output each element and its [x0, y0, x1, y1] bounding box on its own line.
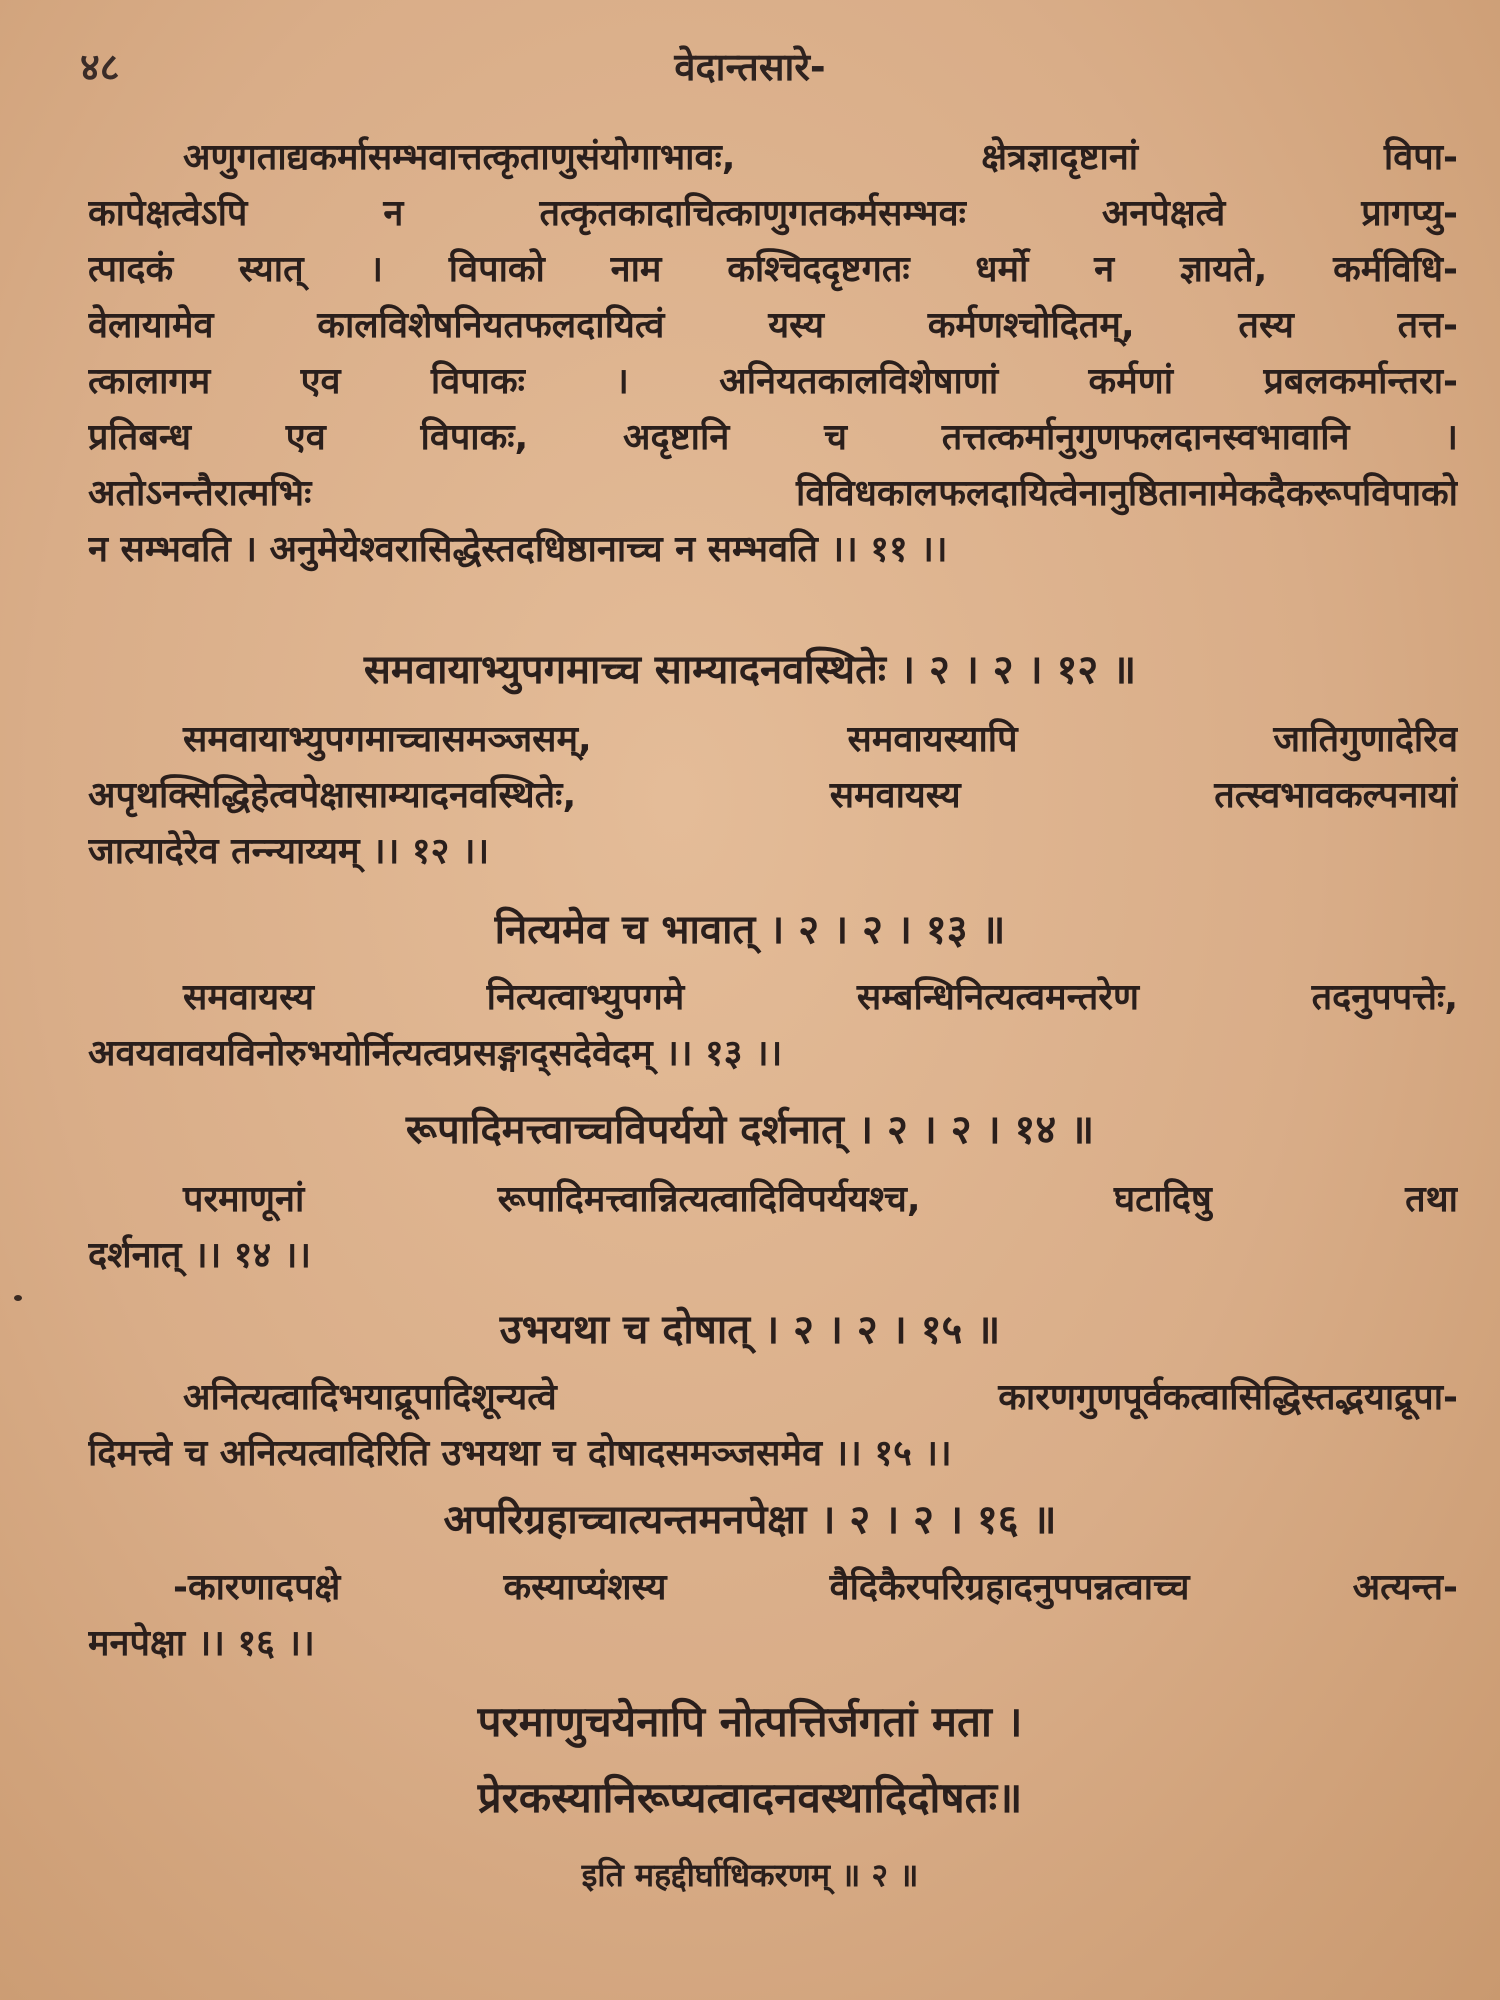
- text-line: प्रतिबन्ध एव विपाकः, अदृष्टानि च तत्तत्कर्मानुगुणफलदानस्वभावानि ।: [88, 417, 1458, 458]
- text-line: दर्शनात् ।। १४ ।।: [88, 1235, 312, 1276]
- text-line: अवयवावयविनोरुभयोर्नित्यत्वप्रसङ्गाद्सदेवेदम् ।। १३ ।।: [88, 1033, 783, 1074]
- text-line: मनपेक्षा ।। १६ ।।: [88, 1623, 315, 1664]
- running-title: वेदान्तसारे-: [674, 45, 826, 89]
- sutra-16: अपरिग्रहाच्चात्यन्तमनपेक्षा । २ । २ । १६ ॥: [443, 1497, 1057, 1543]
- sutra-12: समवायाभ्युपगमाच्च साम्यादनवस्थितेः । २ । २ । १२ ॥: [363, 647, 1137, 693]
- page-header: [0, 40, 1500, 100]
- text-line: जात्यादेरेव तन्न्याय्यम् ।। १२ ।।: [88, 831, 490, 872]
- text-line: परमाणूनां रूपादिमत्त्वान्नित्यत्वादिविपर्ययश्च, घटादिषु तथा: [183, 1179, 1458, 1220]
- text-line: वेलायामेव कालविशेषनियतफलदायित्वं यस्य कर्मणश्चोदितम्, तस्य तत्त-: [88, 305, 1458, 346]
- text-line: -कारणादपक्षे कस्याप्यंशस्य वैदिकैरपरिग्रहादनुपपन्नत्वाच्च अत्यन्त-: [173, 1567, 1458, 1608]
- ink-speck: [14, 1295, 22, 1301]
- text-line: दिमत्त्वे च अनित्यत्वादिरिति उभयथा च दोषादसमञ्जसमेव ।। १५ ।।: [88, 1433, 952, 1474]
- text-line: न सम्भवति । अनुमेयेश्वरासिद्धेस्तदधिष्ठानाच्च न सम्भवति ।। ११ ।।: [88, 529, 948, 570]
- text-line: त्पादकं स्यात् । विपाको नाम कश्चिददृष्टगतः धर्मो न ज्ञायते, कर्मविधि-: [88, 249, 1458, 290]
- sutra-15: उभयथा च दोषात् । २ । २ । १५ ॥: [499, 1307, 1001, 1353]
- text-line: अणुगताद्यकर्मासम्भवात्तत्कृताणुसंयोगाभावः, क्षेत्रज्ञादृष्टानां विपा-: [183, 137, 1458, 178]
- sutra-13: नित्यमेव च भावात् । २ । २ । १३ ॥: [494, 907, 1006, 953]
- text-line: त्कालागम एव विपाकः । अनियतकालविशेषाणां कर्मणां प्रबलकर्मान्तरा-: [88, 361, 1458, 402]
- commentary-paragraph-11: [88, 130, 1458, 578]
- text-line: अनित्यत्वादिभयाद्रूपादिशून्यत्वे कारणगुणपूर्वकत्वासिद्धिस्तद्भयाद्रूपा-: [183, 1377, 1458, 1418]
- verse-line-2: प्रेरकस्यानिरूप्यत्वादनवस्थादिदोषतः॥: [477, 1773, 1023, 1822]
- sutra-14: रूपादिमत्त्वाच्चविपर्ययो दर्शनात् । २ । २ । १४ ॥: [405, 1107, 1095, 1153]
- text-line: कापेक्षत्वेऽपि न तत्कृतकादाचित्काणुगतकर्मसम्भवः अनपेक्षत्वे प्रागप्यु-: [88, 193, 1458, 234]
- commentary-paragraph-15: [88, 1370, 1458, 1482]
- verse-line-1: परमाणुचयेनापि नोत्पत्तिर्जगतां मता ।: [477, 1697, 1023, 1746]
- text-line: अतोऽनन्तैरात्मभिः विविधकालफलदायित्वेनानुष्ठितानामेकदैकरूपविपाको: [88, 473, 1458, 514]
- commentary-paragraph-14: [88, 1172, 1458, 1284]
- text-line: अपृथक्सिद्धिहेत्वपेक्षासाम्यादनवस्थितेः, समवायस्य तत्स्वभावकल्पनायां: [88, 775, 1458, 816]
- commentary-paragraph-13: [88, 970, 1458, 1082]
- text-line: समवायस्य नित्यत्वाभ्युपगमे सम्बन्धिनित्यत्वमन्तरेण तदनुपपत्तेः,: [183, 977, 1458, 1018]
- section-colophon: इति महद्दीर्घाधिकरणम् ॥ २ ॥: [581, 1856, 919, 1894]
- text-line: समवायाभ्युपगमाच्चासमञ्जसम्, समवायस्यापि जातिगुणादेरिव: [183, 719, 1458, 760]
- page-number: ४८: [80, 45, 120, 89]
- commentary-paragraph-12: [88, 712, 1458, 880]
- commentary-paragraph-16: [88, 1560, 1458, 1672]
